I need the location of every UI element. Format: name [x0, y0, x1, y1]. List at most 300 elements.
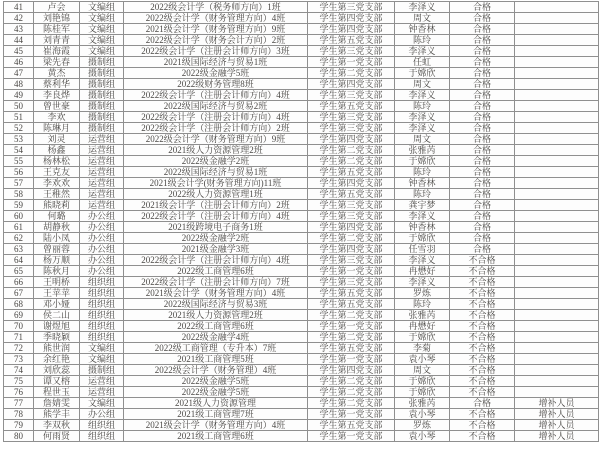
cell-result: 合格 — [450, 46, 515, 57]
cell-result: 合格 — [450, 123, 515, 134]
table-row — [4, 13, 599, 24]
cell-row-number: 55 — [4, 156, 34, 167]
table-row — [4, 178, 599, 189]
cell-row-number: 46 — [4, 57, 34, 68]
table-row — [4, 398, 599, 409]
cell-student-name: 何璐 — [34, 211, 80, 222]
cell-class: 2021级会计学（财务管理方向）4班 — [124, 288, 308, 299]
cell-note — [515, 266, 599, 277]
cell-result: 不合格 — [450, 431, 515, 442]
cell-party-branch: 学生第一党支部 — [308, 57, 395, 68]
cell-work-group: 办公组 — [80, 233, 124, 244]
cell-result: 合格 — [450, 24, 515, 35]
cell-row-number: 45 — [4, 46, 34, 57]
cell-class: 2022级会计学（注册会计师方向）7班 — [124, 277, 308, 288]
cell-class: 2022级金融学5班 — [124, 387, 308, 398]
cell-student-name: 王明桥 — [34, 277, 80, 288]
table-row — [4, 189, 599, 200]
cell-note — [515, 288, 599, 299]
cell-note — [515, 46, 599, 57]
cell-result: 合格 — [450, 211, 515, 222]
cell-work-group: 办公组 — [80, 222, 124, 233]
cell-student-name: 崔海霞 — [34, 46, 80, 57]
table-row — [4, 310, 599, 321]
cell-work-group: 组织组 — [80, 288, 124, 299]
cell-result: 合格 — [450, 222, 515, 233]
table-row — [4, 321, 599, 332]
cell-class: 2022级会计学（财务会计方向）2班 — [124, 35, 308, 46]
cell-work-group: 运营组 — [80, 167, 124, 178]
cell-note — [515, 57, 599, 68]
cell-reviewer: 李泽义 — [395, 211, 450, 222]
cell-result: 合格 — [450, 112, 515, 123]
cell-class: 2021级人力资源管理 — [124, 398, 308, 409]
cell-student-name: 王克友 — [34, 167, 80, 178]
cell-result: 合格 — [450, 90, 515, 101]
cell-class: 2022级工商管理6班 — [124, 266, 308, 277]
cell-result: 不合格 — [450, 299, 515, 310]
cell-party-branch: 学生第二党支部 — [308, 332, 395, 343]
cell-party-branch: 学生第四党支部 — [308, 13, 395, 24]
cell-class: 2021级工商管理7班 — [124, 409, 308, 420]
cell-work-group: 办公组 — [80, 409, 124, 420]
cell-result: 合格 — [450, 2, 515, 13]
cell-class: 2021级会计学（财务管理方向）4班 — [124, 420, 308, 431]
cell-class: 2022级会计学（注册会计师方向）4班 — [124, 211, 308, 222]
table-row — [4, 233, 599, 244]
cell-class: 2021级人力资源管理2班 — [124, 145, 308, 156]
cell-note — [515, 365, 599, 376]
cell-party-branch: 学生第三党支部 — [308, 2, 395, 13]
table-row — [4, 35, 599, 46]
cell-reviewer: 任雪羽 — [395, 244, 450, 255]
cell-note — [515, 376, 599, 387]
cell-work-group: 运营组 — [80, 376, 124, 387]
cell-note — [515, 387, 599, 398]
cell-class: 2021级工商管理6班 — [124, 431, 308, 442]
cell-student-name: 邓小娅 — [34, 299, 80, 310]
cell-reviewer: 周文 — [395, 79, 450, 90]
table-row — [4, 90, 599, 101]
cell-work-group: 文编组 — [80, 2, 124, 13]
table-row — [4, 420, 599, 431]
cell-note — [515, 233, 599, 244]
cell-note — [515, 35, 599, 46]
cell-work-group: 运营组 — [80, 178, 124, 189]
table-row — [4, 288, 599, 299]
table-row — [4, 387, 599, 398]
cell-party-branch: 学生第三党支部 — [308, 46, 395, 57]
table-row — [4, 409, 599, 420]
cell-result: 合格 — [450, 398, 515, 409]
cell-row-number: 41 — [4, 2, 34, 13]
cell-party-branch: 学生第五党支部 — [308, 288, 395, 299]
cell-work-group: 运营组 — [80, 200, 124, 211]
cell-party-branch: 学生第一党支部 — [308, 354, 395, 365]
cell-student-name: 刘欣蕊 — [34, 365, 80, 376]
cell-party-branch: 学生第二党支部 — [308, 398, 395, 409]
cell-result: 合格 — [450, 101, 515, 112]
cell-party-branch: 学生第四党支部 — [308, 24, 395, 35]
cell-party-branch: 学生第四党支部 — [308, 222, 395, 233]
cell-result: 不合格 — [450, 277, 515, 288]
cell-result: 合格 — [450, 156, 515, 167]
cell-class: 2021级人力资源管理2班 — [124, 310, 308, 321]
cell-party-branch: 学生第一党支部 — [308, 409, 395, 420]
cell-party-branch: 学生第三党支部 — [308, 90, 395, 101]
cell-work-group: 组织组 — [80, 420, 124, 431]
cell-result: 合格 — [450, 57, 515, 68]
cell-student-name: 卢会 — [34, 2, 80, 13]
cell-work-group: 组织组 — [80, 321, 124, 332]
cell-row-number: 64 — [4, 255, 34, 266]
cell-reviewer: 张雅芮 — [395, 310, 450, 321]
cell-class: 2022级金融学2班 — [124, 156, 308, 167]
cell-party-branch: 学生第二党支部 — [308, 68, 395, 79]
cell-reviewer: 任虹 — [395, 57, 450, 68]
cell-work-group: 文编组 — [80, 398, 124, 409]
cell-class: 2022级国际经济与贸易2班 — [124, 101, 308, 112]
cell-row-number: 71 — [4, 332, 34, 343]
cell-row-number: 61 — [4, 222, 34, 233]
cell-reviewer: 于嫦欣 — [395, 376, 450, 387]
cell-reviewer: 于嫦欣 — [395, 387, 450, 398]
cell-note: 增补人员 — [515, 409, 599, 420]
cell-class: 2021级会计学（财务管理方向）9班 — [124, 24, 308, 35]
cell-party-branch: 学生第五党支部 — [308, 343, 395, 354]
cell-reviewer: 冉懋好 — [395, 266, 450, 277]
cell-note — [515, 156, 599, 167]
cell-row-number: 72 — [4, 343, 34, 354]
cell-work-group: 摄制组 — [80, 123, 124, 134]
table-row — [4, 156, 599, 167]
cell-reviewer: 罗炼 — [395, 288, 450, 299]
cell-student-name: 李双秋 — [34, 420, 80, 431]
cell-row-number: 51 — [4, 112, 34, 123]
cell-reviewer: 于嫦欣 — [395, 233, 450, 244]
cell-reviewer: 周文 — [395, 365, 450, 376]
cell-party-branch: 学生第三党支部 — [308, 123, 395, 134]
table-row — [4, 112, 599, 123]
cell-result: 合格 — [450, 68, 515, 79]
cell-row-number: 53 — [4, 134, 34, 145]
cell-note — [515, 321, 599, 332]
cell-reviewer: 袁小琴 — [395, 431, 450, 442]
cell-row-number: 44 — [4, 35, 34, 46]
cell-student-name: 曾世豪 — [34, 101, 80, 112]
cell-result: 不合格 — [450, 365, 515, 376]
table-row — [4, 431, 599, 442]
cell-student-name: 程世玉 — [34, 387, 80, 398]
cell-note — [515, 167, 599, 178]
table-row — [4, 277, 599, 288]
cell-student-name: 胡静秋 — [34, 222, 80, 233]
cell-work-group: 组织组 — [80, 332, 124, 343]
cell-reviewer: 陈玲 — [395, 189, 450, 200]
cell-note — [515, 112, 599, 123]
cell-work-group: 文编组 — [80, 46, 124, 57]
cell-row-number: 68 — [4, 299, 34, 310]
cell-reviewer: 李泽义 — [395, 46, 450, 57]
cell-work-group: 运营组 — [80, 387, 124, 398]
cell-row-number: 76 — [4, 387, 34, 398]
cell-class: 2022级会计学（税务师方向）1班 — [124, 2, 308, 13]
cell-note — [515, 244, 599, 255]
table-row — [4, 79, 599, 90]
cell-reviewer: 周文 — [395, 13, 450, 24]
cell-result: 合格 — [450, 35, 515, 46]
cell-class: 2021级工商管理5班 — [124, 354, 308, 365]
roster-sheet — [3, 1, 598, 442]
cell-party-branch: 学生第四党支部 — [308, 244, 395, 255]
cell-result: 不合格 — [450, 354, 515, 365]
cell-note — [515, 134, 599, 145]
cell-student-name: 陈秋月 — [34, 266, 80, 277]
cell-work-group: 文编组 — [80, 343, 124, 354]
cell-work-group: 摄制组 — [80, 112, 124, 123]
cell-result: 合格 — [450, 134, 515, 145]
cell-row-number: 79 — [4, 420, 34, 431]
cell-result: 合格 — [450, 200, 515, 211]
cell-student-name: 李欢 — [34, 112, 80, 123]
cell-class: 2021级会计学(财务管理方向)11班 — [124, 178, 308, 189]
table-row — [4, 57, 599, 68]
cell-student-name: 梁先春 — [34, 57, 80, 68]
cell-reviewer: 陈玲 — [395, 101, 450, 112]
cell-class: 2022级金融学5班 — [124, 68, 308, 79]
cell-reviewer: 陈玲 — [395, 299, 450, 310]
cell-row-number: 65 — [4, 266, 34, 277]
cell-student-name: 熊晓莉 — [34, 200, 80, 211]
cell-result: 合格 — [450, 145, 515, 156]
cell-work-group: 运营组 — [80, 145, 124, 156]
cell-class: 2022级金融学5班 — [124, 376, 308, 387]
cell-class: 2022级会计学（财务管理方向）4班 — [124, 13, 308, 24]
cell-party-branch: 学生第三党支部 — [308, 211, 395, 222]
cell-class: 2022级会计学（注册会计师方向）4班 — [124, 90, 308, 101]
cell-party-branch: 学生第二党支部 — [308, 310, 395, 321]
cell-row-number: 50 — [4, 101, 34, 112]
table-row — [4, 244, 599, 255]
cell-note — [515, 145, 599, 156]
cell-note — [515, 222, 599, 233]
cell-class: 2022级金融学2班 — [124, 233, 308, 244]
table-body — [4, 2, 599, 442]
cell-student-name: 陆小凤 — [34, 233, 80, 244]
cell-student-name: 曾丽蓉 — [34, 244, 80, 255]
table-row — [4, 354, 599, 365]
table-row — [4, 365, 599, 376]
cell-work-group: 办公组 — [80, 266, 124, 277]
cell-note — [515, 90, 599, 101]
cell-student-name: 杨鑫 — [34, 145, 80, 156]
cell-class: 2022级人力资源管理1班 — [124, 189, 308, 200]
cell-work-group: 组织组 — [80, 299, 124, 310]
cell-class: 2022级国际经济与贸易3班 — [124, 299, 308, 310]
cell-work-group: 办公组 — [80, 255, 124, 266]
cell-result: 不合格 — [450, 343, 515, 354]
table-row — [4, 222, 599, 233]
cell-class: 2022级会计学（注册会计师方向）3班 — [124, 46, 308, 57]
cell-party-branch: 学生第一党支部 — [308, 266, 395, 277]
cell-row-number: 49 — [4, 90, 34, 101]
cell-reviewer: 陈玲 — [395, 167, 450, 178]
cell-party-branch: 学生第三党支部 — [308, 200, 395, 211]
cell-note: 增补人员 — [515, 420, 599, 431]
cell-result: 合格 — [450, 189, 515, 200]
cell-result: 不合格 — [450, 321, 515, 332]
cell-work-group: 组织组 — [80, 277, 124, 288]
cell-student-name: 刘灵 — [34, 134, 80, 145]
cell-row-number: 58 — [4, 189, 34, 200]
cell-result: 合格 — [450, 13, 515, 24]
cell-reviewer: 龚宇梦 — [395, 200, 450, 211]
cell-note — [515, 2, 599, 13]
cell-student-name: 陈琳月 — [34, 123, 80, 134]
cell-note — [515, 189, 599, 200]
cell-work-group: 摄制组 — [80, 101, 124, 112]
cell-work-group: 组织组 — [80, 431, 124, 442]
cell-student-name: 季晓颖 — [34, 332, 80, 343]
cell-note — [515, 24, 599, 35]
cell-student-name: 詹婧雯 — [34, 398, 80, 409]
cell-work-group: 摄制组 — [80, 365, 124, 376]
cell-result: 不合格 — [450, 255, 515, 266]
cell-row-number: 42 — [4, 13, 34, 24]
cell-student-name: 李欢欢 — [34, 178, 80, 189]
cell-party-branch: 学生第四党支部 — [308, 79, 395, 90]
cell-student-name: 黄杰 — [34, 68, 80, 79]
cell-student-name: 李良烨 — [34, 90, 80, 101]
cell-class: 2022级金融学4班 — [124, 332, 308, 343]
cell-party-branch: 学生第四党支部 — [308, 365, 395, 376]
cell-reviewer: 李泽义 — [395, 255, 450, 266]
cell-row-number: 80 — [4, 431, 34, 442]
cell-student-name: 杨万顺 — [34, 255, 80, 266]
cell-reviewer: 李泽义 — [395, 2, 450, 13]
table-row — [4, 255, 599, 266]
cell-result: 合格 — [450, 244, 515, 255]
cell-note — [515, 343, 599, 354]
cell-work-group: 摄制组 — [80, 68, 124, 79]
cell-row-number: 62 — [4, 233, 34, 244]
cell-row-number: 52 — [4, 123, 34, 134]
cell-note — [515, 354, 599, 365]
cell-note — [515, 310, 599, 321]
cell-reviewer: 罗炼 — [395, 420, 450, 431]
cell-student-name: 侯二山 — [34, 310, 80, 321]
table-row — [4, 266, 599, 277]
cell-row-number: 60 — [4, 211, 34, 222]
cell-work-group: 文编组 — [80, 354, 124, 365]
table-row — [4, 200, 599, 211]
cell-reviewer: 张雅芮 — [395, 145, 450, 156]
cell-class: 2021级金融学3班 — [124, 244, 308, 255]
cell-note — [515, 101, 599, 112]
cell-reviewer: 李泽义 — [395, 277, 450, 288]
cell-note — [515, 277, 599, 288]
cell-work-group: 办公组 — [80, 211, 124, 222]
cell-class: 2022级财务管理8班 — [124, 79, 308, 90]
cell-reviewer: 袁小琴 — [395, 354, 450, 365]
cell-party-branch: 学生第四党支部 — [308, 178, 395, 189]
cell-result: 合格 — [450, 233, 515, 244]
cell-row-number: 77 — [4, 398, 34, 409]
cell-class: 2022级会计学（财务管理）4班 — [124, 365, 308, 376]
cell-note — [515, 79, 599, 90]
cell-note — [515, 255, 599, 266]
cell-note — [515, 332, 599, 343]
cell-reviewer: 于嫦欣 — [395, 68, 450, 79]
cell-class: 2022级工商管理（专升本）7班 — [124, 343, 308, 354]
cell-result: 合格 — [450, 178, 515, 189]
cell-work-group: 运营组 — [80, 189, 124, 200]
cell-row-number: 48 — [4, 79, 34, 90]
cell-party-branch: 学生第二党支部 — [308, 145, 395, 156]
table-row — [4, 145, 599, 156]
cell-result: 不合格 — [450, 387, 515, 398]
cell-class: 2022级会计学（注册会计师方向）4班 — [124, 255, 308, 266]
cell-note — [515, 178, 599, 189]
cell-student-name: 熊世润 — [34, 343, 80, 354]
cell-class: 2021级会计学（注册会计师方向）2班 — [124, 200, 308, 211]
cell-reviewer: 李泽义 — [395, 123, 450, 134]
cell-row-number: 75 — [4, 376, 34, 387]
cell-row-number: 69 — [4, 310, 34, 321]
cell-row-number: 74 — [4, 365, 34, 376]
cell-party-branch: 学生第二党支部 — [308, 156, 395, 167]
cell-student-name: 谭又榕 — [34, 376, 80, 387]
cell-row-number: 59 — [4, 200, 34, 211]
cell-row-number: 57 — [4, 178, 34, 189]
cell-class: 2021级国际经济与贸易1班 — [124, 57, 308, 68]
cell-note: 增补人员 — [515, 431, 599, 442]
table-row — [4, 46, 599, 57]
cell-class: 2022级国际经济与贸易1班 — [124, 167, 308, 178]
table-row — [4, 167, 599, 178]
table-row — [4, 24, 599, 35]
cell-row-number: 66 — [4, 277, 34, 288]
table-row — [4, 299, 599, 310]
table-row — [4, 134, 599, 145]
cell-work-group: 文编组 — [80, 24, 124, 35]
cell-result: 不合格 — [450, 332, 515, 343]
cell-party-branch: 学生第三党支部 — [308, 255, 395, 266]
cell-note: 增补人员 — [515, 398, 599, 409]
cell-class: 2022级会计学（注册会计师方向）4班 — [124, 112, 308, 123]
cell-party-branch: 学生第三党支部 — [308, 277, 395, 288]
cell-row-number: 70 — [4, 321, 34, 332]
table-row — [4, 376, 599, 387]
cell-party-branch: 学生第四党支部 — [308, 134, 395, 145]
cell-row-number: 73 — [4, 354, 34, 365]
cell-work-group: 运营组 — [80, 156, 124, 167]
cell-row-number: 56 — [4, 167, 34, 178]
table-row — [4, 68, 599, 79]
cell-result: 合格 — [450, 79, 515, 90]
cell-work-group: 办公组 — [80, 244, 124, 255]
cell-student-name: 蔡利华 — [34, 79, 80, 90]
cell-reviewer: 陈玲 — [395, 35, 450, 46]
cell-row-number: 78 — [4, 409, 34, 420]
cell-student-name: 王稚然 — [34, 189, 80, 200]
cell-reviewer: 周文 — [395, 134, 450, 145]
cell-work-group: 文编组 — [80, 13, 124, 24]
cell-student-name: 谢煜旭 — [34, 321, 80, 332]
cell-class: 2022级会计学（财务管理方向）9班 — [124, 134, 308, 145]
table-row — [4, 2, 599, 13]
cell-row-number: 47 — [4, 68, 34, 79]
